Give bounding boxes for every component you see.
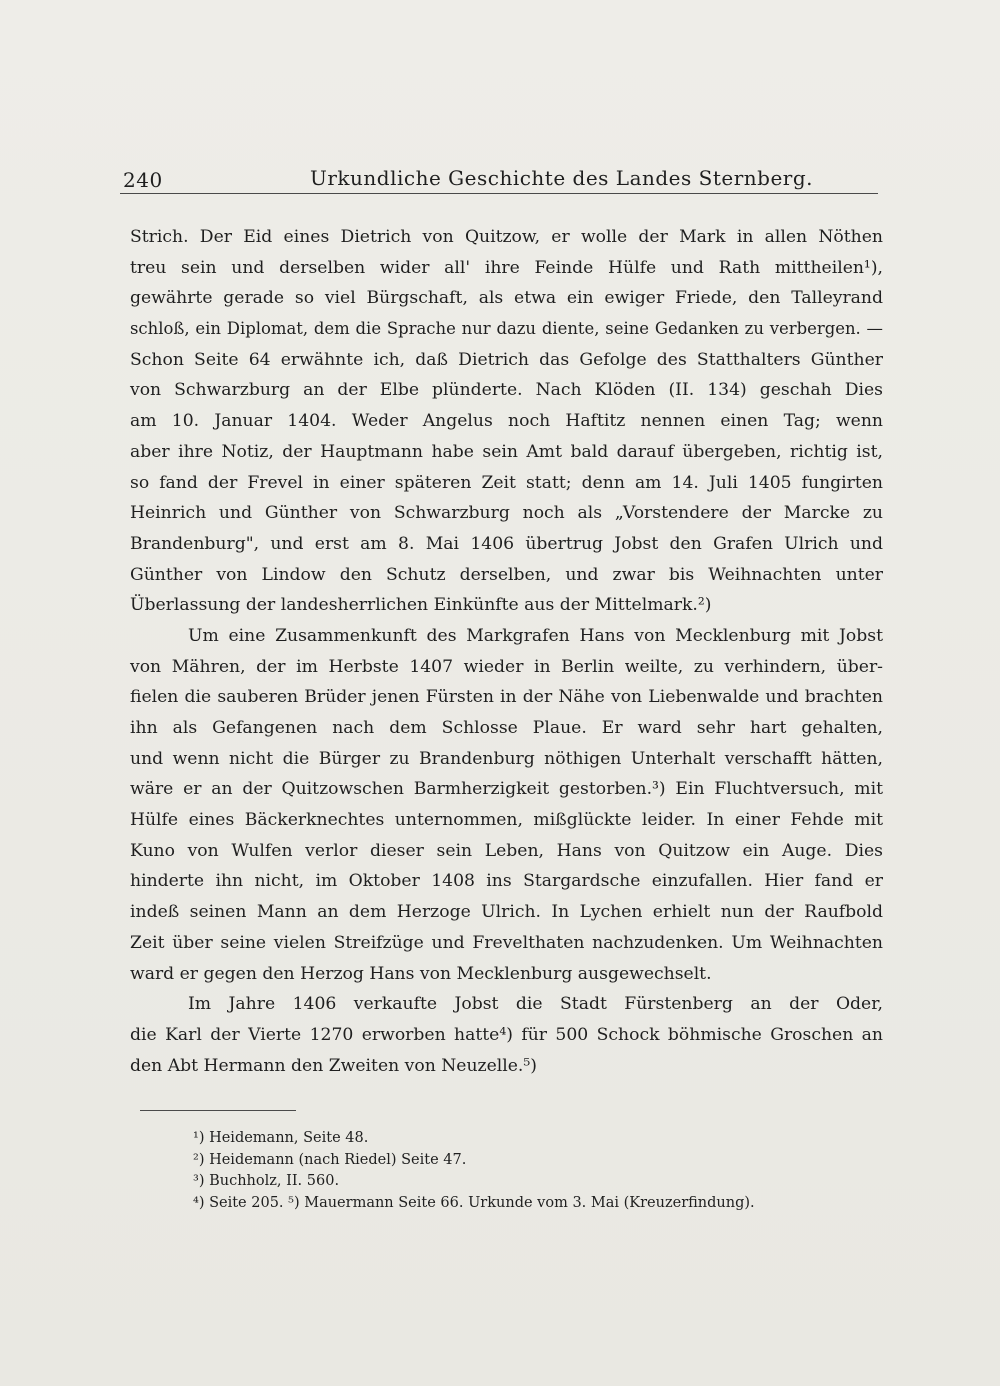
text-line: am 10. Januar 1404. Weder Angelus noch Haftitz nennen einen Tag; wenn bbox=[130, 411, 883, 432]
text-line: den Abt Hermann den Zweiten von Neuzelle.⁵) bbox=[130, 1055, 537, 1076]
footnote-rule bbox=[140, 1110, 296, 1111]
footnote: ²) Heidemann (nach Riedel) Seite 47. bbox=[193, 1151, 467, 1168]
text-line: Brandenburg", und erst am 8. Mai 1406 übertrug Jobst den Grafen Ulrich und bbox=[130, 533, 883, 554]
footnote: ⁴) Seite 205. ⁵) Mauermann Seite 66. Urkunde vom 3. Mai (Kreuzerfindung). bbox=[193, 1194, 755, 1211]
text-line: Günther von Lindow den Schutz derselben, und zwar bis Weihnachten unter bbox=[130, 564, 883, 585]
text-line: wäre er an der Quitzowschen Barmherzigkeit gestorben.³) Ein Fluchtversuch, mit bbox=[130, 779, 883, 800]
text-line: von Schwarzburg an der Elbe plünderte. Nach Klöden (II. 134) geschah Dies bbox=[130, 380, 883, 401]
paragraph-start-line: Um eine Zusammenkunft des Markgrafen Hans von Mecklenburg mit Jobst bbox=[188, 625, 883, 646]
text-line: Schon Seite 64 erwähnte ich, daß Dietrich das Gefolge des Statthalters Günther bbox=[130, 349, 883, 370]
text-line: und wenn nicht die Bürger zu Brandenburg nöthigen Unterhalt verschafft hätten, bbox=[130, 748, 883, 769]
text-line: Kuno von Wulfen verlor dieser sein Leben, Hans von Quitzow ein Auge. Dies bbox=[130, 840, 883, 861]
text-line: so fand der Frevel in einer späteren Zeit statt; denn am 14. Juli 1405 fungirten bbox=[130, 472, 883, 493]
text-line: Überlassung der landesherrlichen Einkünfte aus der Mittelmark.²) bbox=[130, 595, 712, 616]
text-line: treu sein und derselben wider all' ihre Feinde Hülfe und Rath mittheilen¹), bbox=[130, 257, 883, 278]
page-header bbox=[120, 160, 880, 194]
text-line: ihn als Gefangenen nach dem Schlosse Plaue. Er ward sehr hart gehalten, bbox=[130, 718, 883, 738]
text-line: Zeit über seine vielen Streifzüge und Frevelthaten nachzudenken. Um Weihnachten bbox=[130, 932, 883, 953]
text-line: indeß seinen Mann an dem Herzoge Ulrich. In Lychen erhielt nun der Raufbold bbox=[130, 902, 883, 923]
body-text bbox=[130, 222, 883, 1081]
text-line: Strich. Der Eid eines Dietrich von Quitzow, er wolle der Mark in allen Nöthen bbox=[130, 227, 883, 247]
text-line: schloß, ein Diplomat, dem die Sprache nur dazu diente, seine Gedanken zu verbergen. — bbox=[130, 319, 883, 339]
text-line: fielen die sauberen Brüder jenen Fürsten in der Nähe von Liebenwalde und brachten bbox=[130, 687, 883, 708]
footnotes bbox=[193, 1128, 883, 1214]
page-number: 240 bbox=[123, 168, 163, 192]
running-title: Urkundliche Geschichte des Landes Sternberg. bbox=[310, 166, 814, 190]
text-line: die Karl der Vierte 1270 erworben hatte⁴) für 500 Schock böhmische Groschen an bbox=[130, 1024, 883, 1045]
text-line: Heinrich und Günther von Schwarzburg noch als „Vorstendere der Marcke zu bbox=[130, 503, 883, 524]
paragraph-start-line: Im Jahre 1406 verkaufte Jobst die Stadt Fürstenberg an der Oder, bbox=[188, 994, 883, 1015]
footnote: ³) Buchholz, II. 560. bbox=[193, 1173, 340, 1189]
text-line: aber ihre Notiz, der Hauptmann habe sein Amt bald darauf übergeben, richtig ist, bbox=[130, 441, 883, 462]
text-line: von Mähren, der im Herbste 1407 wieder in Berlin weilte, zu verhindern, über- bbox=[130, 656, 883, 677]
text-line: Hülfe eines Bäckerknechtes unternommen, mißglückte leider. In einer Fehde mit bbox=[130, 810, 883, 831]
text-line: hinderte ihn nicht, im Oktober 1408 ins Stargardsche einzufallen. Hier fand er bbox=[130, 871, 883, 892]
text-line: gewährte gerade so viel Bürgschaft, als etwa ein ewiger Friede, den Talleyrand bbox=[130, 288, 883, 309]
header-rule bbox=[120, 193, 878, 194]
text-line: ward er gegen den Herzog Hans von Mecklenburg ausgewechselt. bbox=[130, 963, 712, 984]
footnote: ¹) Heidemann, Seite 48. bbox=[193, 1130, 369, 1146]
